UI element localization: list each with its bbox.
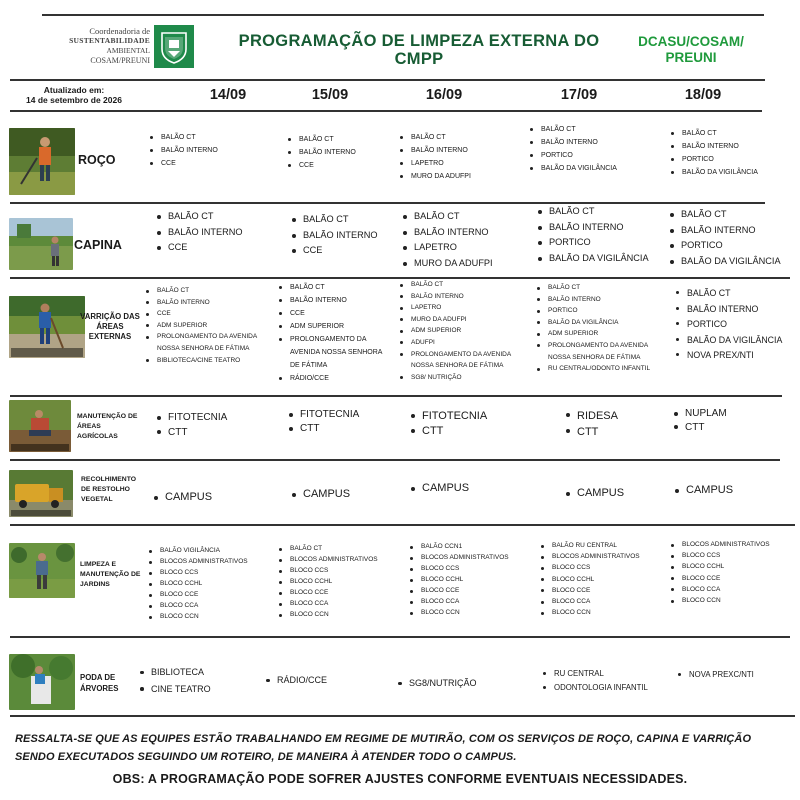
list-item: BLOCO CCE xyxy=(541,585,640,596)
list-item: BLOCO CCHL xyxy=(149,578,248,589)
list-item: BALÃO INTERNO xyxy=(279,294,389,307)
list-item: PORTICO xyxy=(530,149,617,162)
cell-capina-1809 xyxy=(670,207,781,269)
list-item: RU CENTRAL/ODONTO INFANTIL xyxy=(537,363,665,375)
list-item: BLOCOS ADMINISTRATIVOS xyxy=(671,539,770,550)
cell-jardins-1609 xyxy=(410,541,509,618)
cell-agricolas-1509 xyxy=(289,408,359,436)
row-rule xyxy=(10,459,780,461)
list-item: BALÃO RU CENTRAL xyxy=(541,540,640,551)
list-item: FITOTECNIA xyxy=(157,411,227,426)
cell-restolho-1809 xyxy=(675,484,733,497)
list-item: FITOTECNIA xyxy=(289,408,359,422)
date-col-2: 15/09 xyxy=(311,87,349,103)
cell-restolho-1409 xyxy=(154,491,212,504)
cell-agricolas-1409 xyxy=(157,411,227,440)
list-item: BIBLIOTECA/CINE TEATRO xyxy=(146,355,278,367)
list-item: ADM SUPERIOR xyxy=(537,328,665,340)
list-item: CTT xyxy=(411,424,487,439)
list-item: BIBLIOTECA xyxy=(140,664,211,681)
list-item: NOVA PREX/NTI xyxy=(676,348,782,364)
list-item: CTT xyxy=(289,422,359,436)
cell-poda-1709 xyxy=(543,667,648,695)
list-item: BALÃO INTERNO xyxy=(530,136,617,149)
list-item: MURO DA ADUFPI xyxy=(400,170,471,183)
list-item: RU CENTRAL xyxy=(543,667,648,681)
list-item: BALÃO CT xyxy=(150,131,218,144)
list-item: FITOTECNIA xyxy=(411,409,487,424)
list-item: MURO DA ADUFPI xyxy=(400,314,528,326)
row-label-restolho: RECOLHIMENTO DE RESTOLHO VEGETAL xyxy=(81,476,137,503)
list-item: BLOCO CCA xyxy=(410,596,509,607)
list-item: ADM SUPERIOR xyxy=(146,320,278,332)
footer-note: RESSALTA-SE QUE AS EQUIPES ESTÃO TRABALHANDO EM REGIME DE MUTIRÃO, COM OS SERVIÇOS DE ROÇO, CAPINA E VARRIÇÃO SENDO EXECUTADOS SEGUINDO UM ROTEIRO, DE MANEIRA À ATENDER TODO O CAMPUS. xyxy=(15,733,752,763)
list-item: BALÃO CT xyxy=(146,285,278,297)
cell-poda-1409 xyxy=(140,664,211,697)
cell-jardins-1409 xyxy=(149,545,248,622)
list-item: CCE xyxy=(146,308,278,320)
list-item: PORTICO xyxy=(676,317,782,333)
row-label-agricolas: MANUTENÇÃO DE ÁREAS AGRÍCOLAS xyxy=(77,413,138,440)
list-item: BALÃO INTERNO xyxy=(676,302,782,318)
list-item: BALÃO INTERNO xyxy=(400,291,528,303)
list-item: BALÃO CT xyxy=(538,204,649,220)
list-item: BALÃO CT xyxy=(676,286,782,302)
list-item: SG8/ NUTRIÇÃO xyxy=(400,372,528,384)
cell-poda-1509 xyxy=(266,672,327,689)
row-rule xyxy=(10,636,790,638)
list-item: BALÃO CT xyxy=(157,209,243,225)
roco-photo xyxy=(9,128,75,195)
cell-roco-1409 xyxy=(150,131,218,170)
list-item: RÁDIO/CCE xyxy=(266,672,327,689)
list-item: BALÃO CT xyxy=(670,207,781,223)
varricao-photo xyxy=(9,296,85,358)
header-rule xyxy=(10,79,765,81)
list-item: BALÃO INTERNO xyxy=(671,140,758,153)
dates-rule xyxy=(10,110,762,112)
list-item: BLOCO CCHL xyxy=(279,576,378,587)
cell-agricolas-1609 xyxy=(411,409,487,439)
list-item: BALÃO INTERNO xyxy=(288,146,356,159)
cell-varricao-1609 xyxy=(400,279,528,383)
list-item: ODONTOLOGIA INFANTIL xyxy=(543,681,648,695)
date-col-5: 18/09 xyxy=(684,87,722,103)
row-rule xyxy=(10,202,765,204)
list-item: BLOCOS ADMINISTRATIVOS xyxy=(410,552,509,563)
list-item: BLOCOS ADMINISTRATIVOS xyxy=(149,556,248,567)
list-item: BLOCO CCS xyxy=(410,563,509,574)
cell-capina-1509 xyxy=(292,212,378,259)
list-item: BALÃO CCN1 xyxy=(410,541,509,552)
list-item: BLOCO CCS xyxy=(279,565,378,576)
list-item: BALÃO INTERNO xyxy=(150,144,218,157)
cell-poda-1809 xyxy=(678,668,754,682)
cell-varricao-1709 xyxy=(537,282,665,375)
list-item: BALÃO VIGILÂNCIA xyxy=(149,545,248,556)
list-item: BALÃO DA VIGILÂNCIA xyxy=(530,162,617,175)
list-item: LAPETRO xyxy=(403,240,493,256)
list-item: NUPLAM xyxy=(674,407,727,421)
cell-agricolas-1709 xyxy=(566,408,618,440)
list-item: BALÃO CT xyxy=(279,281,389,294)
list-item: BALÃO INTERNO xyxy=(538,220,649,236)
list-item: CAMPUS xyxy=(675,484,733,497)
list-item: BALÃO DA VIGILÂNCIA xyxy=(538,251,649,267)
cell-jardins-1809 xyxy=(671,539,770,606)
list-item: BALÃO INTERNO xyxy=(537,294,665,306)
cell-varricao-1509 xyxy=(279,281,389,385)
poda-photo xyxy=(9,654,75,710)
agricolas-photo xyxy=(9,400,71,452)
list-item: PORTICO xyxy=(538,235,649,251)
list-item: SG8/NUTRIÇÃO xyxy=(398,675,477,692)
list-item: BALÃO INTERNO xyxy=(146,297,278,309)
row-label-capina: CAPINA xyxy=(74,238,122,252)
list-item: BLOCO CCHL xyxy=(410,574,509,585)
date-col-3: 16/09 xyxy=(425,87,463,103)
cell-roco-1509 xyxy=(288,133,356,172)
list-item: BALÃO DA VIGILÂNCIA xyxy=(676,333,782,349)
date-col-4: 17/09 xyxy=(560,87,598,103)
list-item: MURO DA ADUFPI xyxy=(403,256,493,272)
footer-obs: OBS: A PROGRAMAÇÃO PODE SOFRER AJUSTES CONFORME EVENTUAIS NECESSIDADES. xyxy=(112,772,688,786)
list-item: BLOCO CCHL xyxy=(671,561,770,572)
list-item: PORTICO xyxy=(537,305,665,317)
list-item: LAPETRO xyxy=(400,157,471,170)
list-item: BLOCO CCS xyxy=(671,550,770,561)
list-item: BLOCO CCA xyxy=(149,600,248,611)
list-item: RÁDIO/CCE xyxy=(279,372,389,385)
list-item: CCE xyxy=(292,243,378,259)
list-item: BALÃO INTERNO xyxy=(157,225,243,241)
cosam-logo-text: Coordenadoria de SUSTENTABILIDADE AMBIENTAL COSAM/PREUNI xyxy=(69,26,150,65)
list-item: CCE xyxy=(288,159,356,172)
cell-jardins-1509 xyxy=(279,543,378,620)
jardins-photo xyxy=(9,543,75,598)
list-item: BLOCO CCE xyxy=(410,585,509,596)
list-item: BLOCO CCS xyxy=(541,562,640,573)
list-item: BALÃO INTERNO xyxy=(292,228,378,244)
list-item: ADUFPI xyxy=(400,337,528,349)
cell-roco-1809 xyxy=(671,127,758,179)
list-item: ADM SUPERIOR xyxy=(279,320,389,333)
list-item: BLOCO CCE xyxy=(279,587,378,598)
list-item: BALÃO CT xyxy=(400,279,528,291)
capina-photo xyxy=(9,218,73,270)
list-item: CCE xyxy=(157,240,243,256)
list-item: BLOCO CCE xyxy=(671,573,770,584)
list-item: CCE xyxy=(150,157,218,170)
cell-restolho-1709 xyxy=(566,487,624,500)
row-rule xyxy=(10,395,782,397)
cell-capina-1609 xyxy=(403,209,493,271)
list-item: BALÃO DA VIGILÂNCIA xyxy=(537,317,665,329)
list-item: CTT xyxy=(566,424,618,440)
list-item: RIDESA xyxy=(566,408,618,424)
row-rule xyxy=(10,715,795,717)
list-item: BLOCO CCE xyxy=(149,589,248,600)
list-item: BALÃO CT xyxy=(537,282,665,294)
list-item: BLOCOS ADMINISTRATIVOS xyxy=(541,551,640,562)
list-item: CAMPUS xyxy=(154,491,212,504)
list-item: BALÃO CT xyxy=(530,123,617,136)
list-item: BLOCO CCN xyxy=(541,607,640,618)
university-seal-icon xyxy=(154,25,194,68)
list-item: BLOCOS ADMINISTRATIVOS xyxy=(279,554,378,565)
date-col-1: 14/09 xyxy=(209,87,247,103)
restolho-photo xyxy=(9,470,73,517)
cell-agricolas-1809 xyxy=(674,407,727,434)
list-item: BALÃO CT xyxy=(403,209,493,225)
list-item: BALÃO DA VIGILÂNCIA xyxy=(670,254,781,270)
cell-roco-1609 xyxy=(400,131,471,183)
list-item: CAMPUS xyxy=(411,482,469,495)
row-label-varricao: VARRIÇÃO DAS ÁREAS EXTERNAS xyxy=(80,312,140,341)
list-item: PORTICO xyxy=(671,153,758,166)
list-item: BLOCO CCN xyxy=(671,595,770,606)
page-title: PROGRAMAÇÃO DE LIMPEZA EXTERNA DO CMPP xyxy=(238,32,600,68)
updated-info: Atualizado em: 14 de setembro de 2026 xyxy=(26,85,122,105)
list-item: BALÃO INTERNO xyxy=(400,144,471,157)
list-item: CAMPUS xyxy=(566,487,624,500)
row-label-roco: ROÇO xyxy=(78,153,116,167)
list-item: BLOCO CCA xyxy=(279,598,378,609)
list-item: BLOCO CCN xyxy=(410,607,509,618)
department-label: DCASU/COSAM/ PREUNI xyxy=(638,34,744,65)
cell-restolho-1609 xyxy=(411,482,469,495)
list-item: PROLONGAMENTO DA AVENIDA NOSSA SENHORA DE FÁTIMA xyxy=(146,331,278,354)
cell-roco-1709 xyxy=(530,123,617,175)
list-item: BLOCO CCA xyxy=(671,584,770,595)
list-item: CTT xyxy=(157,426,227,441)
list-item: BALÃO CT xyxy=(279,543,378,554)
list-item: PROLONGAMENTO DA AVENIDA NOSSA SENHORA DE FÁTIMA xyxy=(537,340,665,363)
cell-capina-1409 xyxy=(157,209,243,256)
row-label-poda: PODA DE ÁRVORES xyxy=(80,673,119,693)
list-item: BALÃO DA VIGILÂNCIA xyxy=(671,166,758,179)
list-item: BLOCO CCS xyxy=(149,567,248,578)
cell-capina-1709 xyxy=(538,204,649,266)
list-item: LAPETRO xyxy=(400,302,528,314)
list-item: CAMPUS xyxy=(292,488,350,501)
list-item: PROLONGAMENTO DA AVENIDA NOSSA SENHORA DE FÁTIMA xyxy=(279,333,389,372)
list-item: BALÃO INTERNO xyxy=(403,225,493,241)
list-item: BALÃO CT xyxy=(288,133,356,146)
cell-poda-1609 xyxy=(398,675,477,692)
cell-varricao-1409 xyxy=(146,285,278,366)
list-item: BALÃO CT xyxy=(671,127,758,140)
list-item: BALÃO CT xyxy=(292,212,378,228)
top-rule xyxy=(42,14,764,16)
list-item: BLOCO CCHL xyxy=(541,574,640,585)
list-item: BLOCO CCA xyxy=(541,596,640,607)
cell-varricao-1809 xyxy=(676,286,782,364)
cell-restolho-1509 xyxy=(292,488,350,501)
list-item: PORTICO xyxy=(670,238,781,254)
list-item: CTT xyxy=(674,421,727,435)
list-item: BALÃO INTERNO xyxy=(670,223,781,239)
cell-jardins-1709 xyxy=(541,540,640,618)
list-item: PROLONGAMENTO DA AVENIDA NOSSA SENHORA DE FÁTIMA xyxy=(400,349,528,372)
row-rule xyxy=(10,524,795,526)
list-item: BALÃO CT xyxy=(400,131,471,144)
list-item: ADM SUPERIOR xyxy=(400,325,528,337)
list-item: BLOCO CCN xyxy=(149,611,248,622)
list-item: BLOCO CCN xyxy=(279,609,378,620)
list-item: NOVA PREXC/NTI xyxy=(678,668,754,682)
list-item: CINE TEATRO xyxy=(140,681,211,698)
list-item: CCE xyxy=(279,307,389,320)
row-label-jardins: LIMPEZA E MANUTENÇÃO DE JARDINS xyxy=(80,561,141,588)
